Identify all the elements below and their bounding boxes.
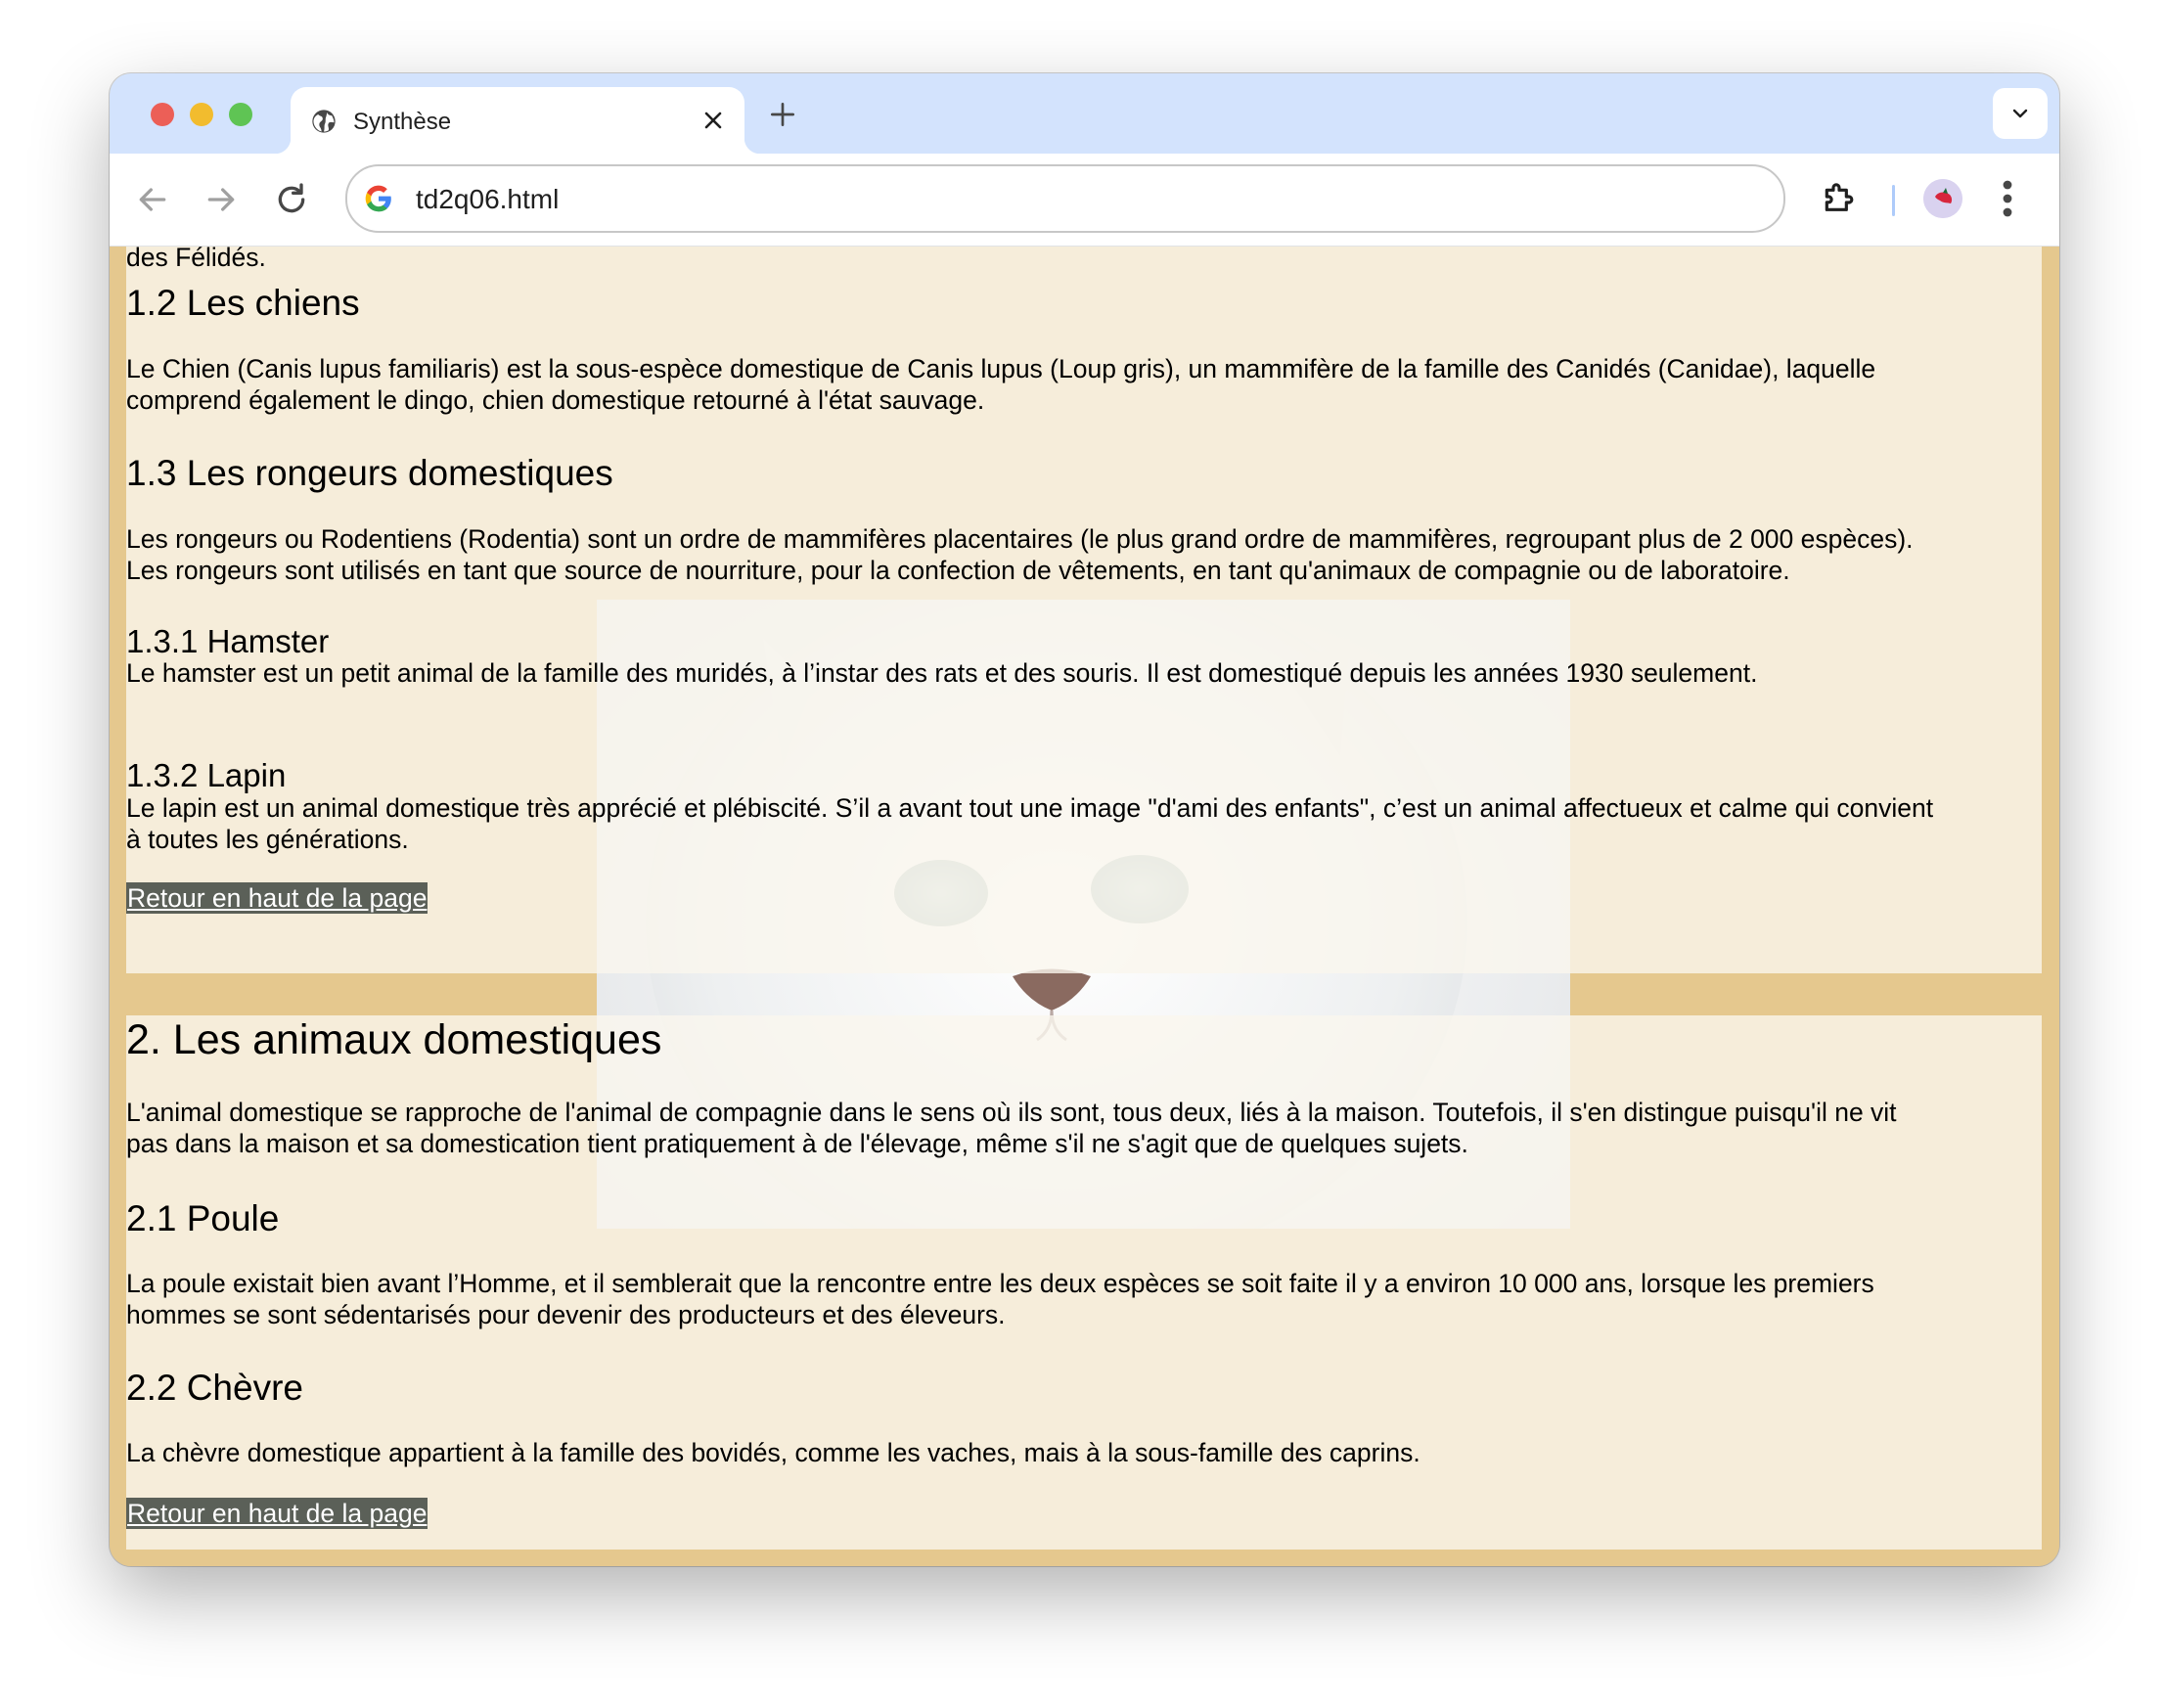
arrow-right-icon[interactable] — [202, 180, 241, 219]
puzzle-icon[interactable] — [1819, 177, 1858, 216]
paragraph-rongeurs-line2: Les rongeurs sont utilisés en tant que source de nourriture, pour la confection de vêtements, en tant qu'animaux de compagnie ou de laboratoire. — [126, 556, 1790, 585]
browser-window — [110, 73, 2059, 1566]
maximize-window-button[interactable] — [229, 103, 252, 126]
reload-icon[interactable] — [272, 180, 311, 219]
close-icon[interactable] — [699, 107, 727, 134]
paragraph-poule-line2: hommes se sont sédentarisés pour devenir des producteurs et des éleveurs. — [126, 1300, 1006, 1329]
paragraph-hamster: Le hamster est un petit animal de la famille des muridés, à l’instar des rats et des souris. Il est domestiqué depuis les années 1930 seulement. — [126, 658, 1758, 688]
paragraph-chevre: La chèvre domestique appartient à la famille des bovidés, comme les vaches, mais à la sous-famille des caprins. — [126, 1438, 1420, 1467]
paragraph-lapin-line2: à toutes les générations. — [126, 825, 409, 854]
tab-title: Synthèse — [353, 109, 452, 135]
google-g-icon — [363, 183, 394, 214]
tab-active[interactable] — [291, 87, 744, 154]
heading-chiens: 1.2 Les chiens — [126, 283, 360, 323]
close-window-button[interactable] — [151, 103, 174, 126]
kebab-menu-icon[interactable] — [1990, 177, 2025, 220]
browser-toolbar — [110, 154, 2059, 247]
heading-rongeurs: 1.3 Les rongeurs domestiques — [126, 453, 613, 493]
arrow-left-icon[interactable] — [133, 180, 172, 219]
heading-chevre: 2.2 Chèvre — [126, 1368, 303, 1408]
tab-search-button[interactable] — [1993, 88, 2048, 139]
paragraph-domestiques-line2: pas dans la maison et sa domestication tient pratiquement à de l'élevage, même s'il ne s'agit que de quelques sujets. — [126, 1129, 1468, 1158]
globe-icon — [310, 108, 338, 135]
tab-strip — [110, 73, 2059, 154]
page-viewport[interactable] — [110, 247, 2059, 1566]
back-to-top-link[interactable]: Retour en haut de la page — [127, 883, 428, 913]
chevron-down-icon — [2008, 102, 2032, 125]
heading-poule: 2.1 Poule — [126, 1198, 280, 1238]
paragraph-fragment: des Félidés. — [126, 247, 266, 272]
heading-hamster: 1.3.1 Hamster — [126, 623, 330, 659]
paragraph-lapin-line1: Le lapin est un animal domestique très apprécié et plébiscité. S’il a avant tout une image "d'ami des enfants", c’est un animal affectueux et calme qui convient — [126, 793, 1934, 823]
avatar-icon — [1923, 179, 1962, 218]
toolbar-divider — [1892, 185, 1895, 216]
paragraph-chiens-line2: comprend également le dingo, chien domestique retourné à l'état sauvage. — [126, 385, 985, 415]
minimize-window-button[interactable] — [190, 103, 213, 126]
heading-animaux-domestiques: 2. Les animaux domestiques — [126, 1016, 662, 1063]
paragraph-rongeurs-line1: Les rongeurs ou Rodentiens (Rodentia) sont un ordre de mammifères placentaires (le plus grand ordre de mammifères, regroupant plus de 2 000 espèces). — [126, 524, 1914, 554]
page-body — [126, 247, 2042, 1550]
paragraph-chiens-line1: Le Chien (Canis lupus familiaris) est la sous-espèce domestique de Canis lupus (Loup gris), un mammifère de la famille des Canidés (Canidae), laquelle — [126, 354, 1876, 383]
paragraph-domestiques-line1: L'animal domestique se rapproche de l'animal de compagnie dans le sens où ils sont, tous deux, liés à la maison. Toutefois, il s'en distingue puisqu'il ne vit — [126, 1098, 1897, 1127]
plus-icon[interactable] — [767, 99, 798, 130]
heading-lapin: 1.3.2 Lapin — [126, 757, 287, 793]
back-to-top-link[interactable]: Retour en haut de la page — [127, 1499, 428, 1528]
url-text: td2q06.html — [416, 184, 560, 214]
paragraph-poule-line1: La poule existait bien avant l’Homme, et il semblerait que la rencontre entre les deux espèces se soit faite il y a environ 10 000 ans, lorsque les premiers — [126, 1269, 1874, 1298]
address-bar[interactable] — [345, 164, 1785, 233]
avatar[interactable] — [1923, 179, 1962, 218]
